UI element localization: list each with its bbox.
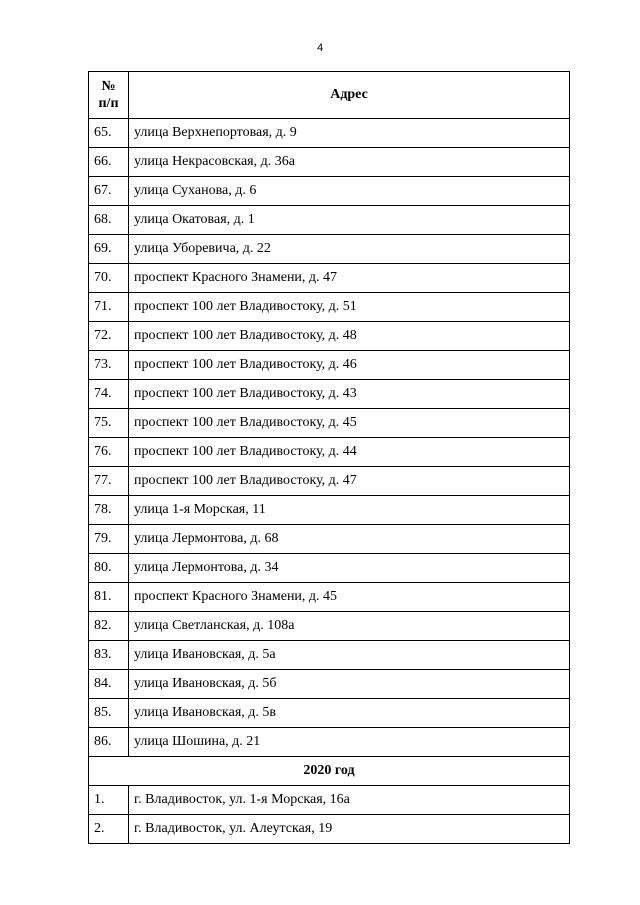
row-number: 80.	[89, 554, 129, 583]
table-row	[89, 177, 570, 206]
table-row	[89, 670, 570, 699]
row-number: 86.	[89, 728, 129, 757]
section-title: 2020 год	[89, 757, 570, 786]
row-address: улица 1-я Морская, 11	[129, 496, 570, 525]
row-address: улица Верхнепортовая, д. 9	[129, 119, 570, 148]
table-row	[89, 409, 570, 438]
row-address: проспект 100 лет Владивостоку, д. 43	[129, 380, 570, 409]
row-number: 73.	[89, 351, 129, 380]
row-address: проспект 100 лет Владивостоку, д. 48	[129, 322, 570, 351]
row-number: 66.	[89, 148, 129, 177]
table-row	[89, 438, 570, 467]
row-address: проспект 100 лет Владивостоку, д. 51	[129, 293, 570, 322]
row-address: г. Владивосток, ул. Алеутская, 19	[129, 815, 570, 844]
header-number-symbol: №	[101, 79, 116, 94]
page-number: 4	[316, 42, 324, 54]
section-heading-row	[89, 757, 570, 786]
table-row	[89, 467, 570, 496]
row-address: г. Владивосток, ул. 1-я Морская, 16а	[129, 786, 570, 815]
row-number: 70.	[89, 264, 129, 293]
row-number: 81.	[89, 583, 129, 612]
table-row	[89, 351, 570, 380]
table-row	[89, 815, 570, 844]
row-number: 67.	[89, 177, 129, 206]
row-address: улица Окатовая, д. 1	[129, 206, 570, 235]
row-number: 83.	[89, 641, 129, 670]
header-address: Адрес	[129, 72, 570, 119]
table-row	[89, 322, 570, 351]
table-row	[89, 554, 570, 583]
table-row	[89, 206, 570, 235]
row-number: 82.	[89, 612, 129, 641]
row-number: 72.	[89, 322, 129, 351]
table-row	[89, 728, 570, 757]
table-row	[89, 264, 570, 293]
address-table	[88, 71, 570, 844]
row-address: улица Лермонтова, д. 34	[129, 554, 570, 583]
table-header-row	[89, 72, 570, 119]
row-number: 75.	[89, 409, 129, 438]
row-number: 2.	[89, 815, 129, 844]
row-address: проспект Красного Знамени, д. 45	[129, 583, 570, 612]
row-address: проспект 100 лет Владивостоку, д. 47	[129, 467, 570, 496]
table-row	[89, 119, 570, 148]
row-number: 77.	[89, 467, 129, 496]
row-number: 74.	[89, 380, 129, 409]
row-address: улица Светланская, д. 108а	[129, 612, 570, 641]
row-address: улица Шошина, д. 21	[129, 728, 570, 757]
table-row	[89, 786, 570, 815]
row-number: 69.	[89, 235, 129, 264]
row-number: 78.	[89, 496, 129, 525]
table-row	[89, 525, 570, 554]
row-address: улица Ивановская, д. 5б	[129, 670, 570, 699]
row-address: улица Ивановская, д. 5а	[129, 641, 570, 670]
row-address: проспект Красного Знамени, д. 47	[129, 264, 570, 293]
row-number: 84.	[89, 670, 129, 699]
row-address: улица Лермонтова, д. 68	[129, 525, 570, 554]
row-number: 68.	[89, 206, 129, 235]
row-number: 76.	[89, 438, 129, 467]
row-address: улица Уборевича, д. 22	[129, 235, 570, 264]
row-number: 71.	[89, 293, 129, 322]
table-row	[89, 641, 570, 670]
row-number: 79.	[89, 525, 129, 554]
table-row	[89, 380, 570, 409]
header-number-label: п/п	[98, 96, 119, 111]
header-number	[89, 72, 129, 119]
table-body	[89, 119, 570, 844]
row-address: проспект 100 лет Владивостоку, д. 45	[129, 409, 570, 438]
table-row	[89, 148, 570, 177]
row-address: проспект 100 лет Владивостоку, д. 44	[129, 438, 570, 467]
table-row	[89, 235, 570, 264]
table-row	[89, 293, 570, 322]
table-row	[89, 699, 570, 728]
row-address: улица Ивановская, д. 5в	[129, 699, 570, 728]
table-row	[89, 583, 570, 612]
row-address: улица Некрасовская, д. 36а	[129, 148, 570, 177]
row-address: проспект 100 лет Владивостоку, д. 46	[129, 351, 570, 380]
table-row	[89, 612, 570, 641]
row-number: 65.	[89, 119, 129, 148]
table-row	[89, 496, 570, 525]
row-number: 85.	[89, 699, 129, 728]
row-address: улица Суханова, д. 6	[129, 177, 570, 206]
row-number: 1.	[89, 786, 129, 815]
